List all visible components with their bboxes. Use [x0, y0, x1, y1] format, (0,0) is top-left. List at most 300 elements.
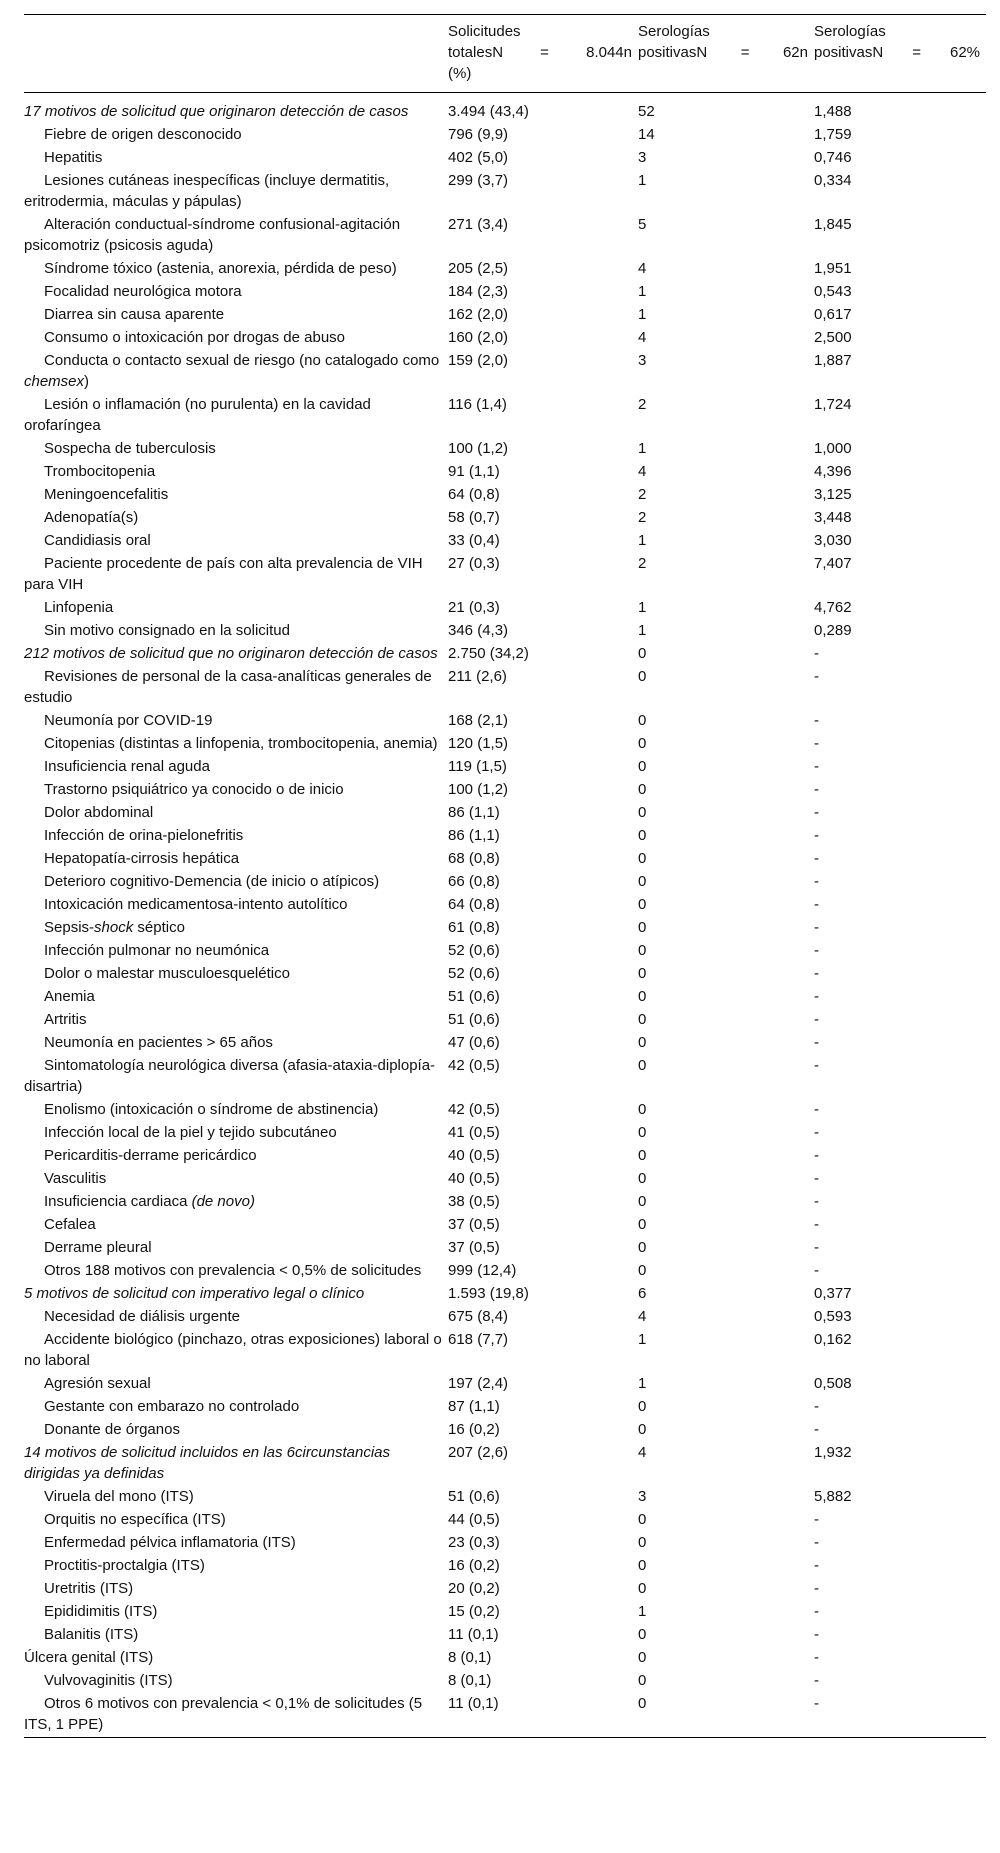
row-label-text: Candidiasis oral	[44, 532, 151, 549]
row-label	[24, 1306, 448, 1329]
positive-count-cell: 1	[638, 306, 647, 323]
positive-percent-cell: 1,759	[814, 126, 852, 143]
table-row	[24, 1145, 986, 1168]
positive-count-cell: 0	[638, 804, 647, 821]
row-label-text: Epididimitis (ITS)	[44, 1603, 158, 1620]
row-label-text: Focalidad neurológica motora	[44, 283, 242, 300]
row-label-text: Vasculitis	[44, 1170, 107, 1187]
positive-percent-cell: -	[814, 1511, 819, 1528]
row-label-emphasis: chemsex	[24, 373, 85, 390]
row-label	[24, 1532, 448, 1555]
positive-percent-cell: -	[814, 1534, 819, 1551]
row-label-text: Trastorno psiquiátrico ya conocido o de inicio	[44, 781, 344, 798]
header-col2-line3: (%)	[448, 65, 472, 82]
table-row	[24, 147, 986, 170]
positive-count-cell: 5	[638, 216, 647, 233]
row-label	[24, 394, 448, 438]
row-label	[24, 350, 448, 394]
table-row	[24, 124, 986, 147]
total-requests-cell: 51 (0,6)	[448, 1011, 500, 1028]
table-row	[24, 1670, 986, 1693]
row-label	[24, 597, 448, 620]
total-requests-cell: 205 (2,5)	[448, 260, 509, 277]
row-label-text: Úlcera genital (ITS)	[24, 1649, 154, 1666]
table-row	[24, 1532, 986, 1555]
positive-count-cell: 0	[638, 1398, 647, 1415]
row-label	[24, 1260, 448, 1283]
positive-percent-cell: -	[814, 1057, 819, 1074]
total-requests-cell: 86 (1,1)	[448, 804, 500, 821]
positive-percent-cell: -	[814, 781, 819, 798]
positive-count-cell: 0	[638, 1534, 647, 1551]
total-requests-cell: 40 (0,5)	[448, 1170, 500, 1187]
row-label	[24, 986, 448, 1009]
total-requests-cell: 37 (0,5)	[448, 1239, 500, 1256]
row-label	[24, 1647, 448, 1670]
total-requests-cell: 41 (0,5)	[448, 1124, 500, 1141]
positive-percent-cell: -	[814, 1193, 819, 1210]
total-requests-cell: 271 (3,4)	[448, 216, 509, 233]
positive-percent-cell: -	[814, 942, 819, 959]
positive-percent-cell: -	[814, 988, 819, 1005]
row-label	[24, 553, 448, 597]
total-requests-cell: 197 (2,4)	[448, 1375, 509, 1392]
row-label-text: Uretritis (ITS)	[44, 1580, 134, 1597]
positive-percent-cell: 7,407	[814, 555, 852, 572]
row-label-text: Infección de orina-pielonefritis	[44, 827, 244, 844]
positive-count-cell: 4	[638, 1444, 647, 1461]
table-wrapper	[24, 14, 986, 1738]
positive-count-cell: 0	[638, 1580, 647, 1597]
table-row	[24, 1578, 986, 1601]
positive-count-cell: 4	[638, 463, 647, 480]
total-requests-cell: 160 (2,0)	[448, 329, 509, 346]
positive-percent-cell: 5,882	[814, 1488, 852, 1505]
positive-count-cell: 0	[638, 1421, 647, 1438]
table-row	[24, 553, 986, 597]
total-requests-cell: 100 (1,2)	[448, 440, 509, 457]
positive-count-cell: 0	[638, 735, 647, 752]
positive-count-cell: 3	[638, 352, 647, 369]
table-header	[24, 15, 986, 93]
positive-percent-cell: 1,932	[814, 1444, 852, 1461]
row-label	[24, 147, 448, 170]
row-label	[24, 666, 448, 710]
table-row	[24, 1237, 986, 1260]
table-row	[24, 1260, 986, 1283]
positive-percent-cell: -	[814, 1672, 819, 1689]
total-requests-cell: 20 (0,2)	[448, 1580, 500, 1597]
table-group-row	[24, 1283, 986, 1306]
positive-percent-cell: 3,125	[814, 486, 852, 503]
row-label-text: Dolor o malestar musculoesquelético	[44, 965, 290, 982]
row-label-text: Agresión sexual	[44, 1375, 151, 1392]
total-requests-cell: 52 (0,6)	[448, 942, 500, 959]
table-row	[24, 597, 986, 620]
table-row	[24, 1099, 986, 1122]
table-row	[24, 304, 986, 327]
row-label-text: 17 motivos de solicitud que originaron detección de casos	[24, 103, 409, 120]
header-col2-line2: totalesN = 8.044n	[448, 44, 632, 61]
row-label-emphasis: shock	[94, 919, 134, 936]
positive-count-cell: 52	[638, 103, 655, 120]
table-row	[24, 733, 986, 756]
row-label	[24, 214, 448, 258]
total-requests-cell: 58 (0,7)	[448, 509, 500, 526]
table-row	[24, 1055, 986, 1099]
row-label	[24, 917, 448, 940]
table-row	[24, 1306, 986, 1329]
table-row	[24, 986, 986, 1009]
row-label	[24, 1509, 448, 1532]
row-label	[24, 779, 448, 802]
total-requests-cell: 2.750 (34,2)	[448, 645, 529, 662]
total-requests-cell: 120 (1,5)	[448, 735, 509, 752]
positive-percent-cell: -	[814, 919, 819, 936]
row-label-text: Meningoencefalitis	[44, 486, 169, 503]
row-label-text: Derrame pleural	[44, 1239, 152, 1256]
table-row	[24, 461, 986, 484]
row-label-text: Cefalea	[44, 1216, 96, 1233]
positive-count-cell: 0	[638, 850, 647, 867]
table-row	[24, 756, 986, 779]
total-requests-cell: 15 (0,2)	[448, 1603, 500, 1620]
positive-percent-cell: -	[814, 668, 819, 685]
total-requests-cell: 3.494 (43,4)	[448, 103, 529, 120]
row-label-text: Hepatitis	[44, 149, 103, 166]
row-label	[24, 963, 448, 986]
positive-percent-cell: 0,162	[814, 1331, 852, 1348]
header-row	[24, 15, 986, 93]
header-col2-line1: Solicitudes	[448, 23, 521, 40]
row-label	[24, 1237, 448, 1260]
total-requests-cell: 47 (0,6)	[448, 1034, 500, 1051]
positive-count-cell: 0	[638, 712, 647, 729]
total-requests-cell: 675 (8,4)	[448, 1308, 509, 1325]
positive-count-cell: 0	[638, 1511, 647, 1528]
table-row	[24, 710, 986, 733]
row-label	[24, 802, 448, 825]
row-label-text: Trombocitopenia	[44, 463, 156, 480]
total-requests-cell: 16 (0,2)	[448, 1421, 500, 1438]
table-row	[24, 1032, 986, 1055]
positive-percent-cell: 1,488	[814, 103, 852, 120]
positive-percent-cell: -	[814, 1626, 819, 1643]
total-requests-cell: 51 (0,6)	[448, 1488, 500, 1505]
total-requests-cell: 402 (5,0)	[448, 149, 509, 166]
positive-percent-cell: 1,000	[814, 440, 852, 457]
positive-count-cell: 2	[638, 555, 647, 572]
row-label	[24, 281, 448, 304]
total-requests-cell: 11 (0,1)	[448, 1695, 499, 1712]
header-col3-line1: Serologías	[638, 23, 710, 40]
row-label	[24, 1486, 448, 1509]
total-requests-cell: 33 (0,4)	[448, 532, 500, 549]
row-label	[24, 1601, 448, 1624]
positive-percent-cell: 4,762	[814, 599, 852, 616]
positive-count-cell: 0	[638, 1695, 647, 1712]
table-body	[24, 93, 986, 1738]
row-label	[24, 1145, 448, 1168]
row-label-suffix: )	[84, 373, 90, 390]
total-requests-cell: 23 (0,3)	[448, 1534, 500, 1551]
row-label-text: Hepatopatía-cirrosis hepática	[44, 850, 240, 867]
positive-percent-cell: -	[814, 1557, 819, 1574]
row-label-text: Linfopenia	[44, 599, 114, 616]
row-label-text: Conducta o contacto sexual de riesgo (no catalogado como	[44, 352, 440, 369]
positive-percent-cell: -	[814, 712, 819, 729]
total-requests-cell: 346 (4,3)	[448, 622, 509, 639]
positive-percent-cell: -	[814, 1421, 819, 1438]
positive-percent-cell: 0,617	[814, 306, 852, 323]
table-row	[24, 1555, 986, 1578]
positive-count-cell: 0	[638, 1649, 647, 1666]
row-label	[24, 1693, 448, 1738]
positive-count-cell: 0	[638, 988, 647, 1005]
row-label-text: Enfermedad pélvica inflamatoria (ITS)	[44, 1534, 296, 1551]
positive-count-cell: 0	[638, 1011, 647, 1028]
positive-count-cell: 6	[638, 1285, 647, 1302]
positive-count-cell: 3	[638, 1488, 647, 1505]
row-label-text: Fiebre de origen desconocido	[44, 126, 242, 143]
row-label-text: Enolismo (intoxicación o síndrome de abstinencia)	[44, 1101, 379, 1118]
row-label	[24, 825, 448, 848]
row-label-text: Balanitis (ITS)	[44, 1626, 139, 1643]
total-requests-cell: 64 (0,8)	[448, 896, 500, 913]
table-row	[24, 917, 986, 940]
positive-percent-cell: -	[814, 1011, 819, 1028]
row-label	[24, 1442, 448, 1486]
row-label-text: 5 motivos de solicitud con imperativo legal o clínico	[24, 1285, 365, 1302]
total-requests-cell: 37 (0,5)	[448, 1216, 500, 1233]
positive-count-cell: 0	[638, 1147, 647, 1164]
total-requests-cell: 159 (2,0)	[448, 352, 509, 369]
positive-percent-cell: -	[814, 896, 819, 913]
data-table	[24, 14, 986, 1738]
row-label-suffix: séptico	[133, 919, 185, 936]
row-label	[24, 1419, 448, 1442]
header-col4-line1: Serologías	[814, 23, 886, 40]
table-row	[24, 394, 986, 438]
row-label	[24, 258, 448, 281]
row-label	[24, 1122, 448, 1145]
positive-count-cell: 2	[638, 486, 647, 503]
positive-percent-cell: 1,845	[814, 216, 852, 233]
positive-percent-cell: -	[814, 827, 819, 844]
row-label	[24, 461, 448, 484]
positive-percent-cell: -	[814, 1398, 819, 1415]
positive-count-cell: 1	[638, 1603, 647, 1620]
positive-percent-cell: -	[814, 735, 819, 752]
table-row	[24, 871, 986, 894]
positive-count-cell: 4	[638, 1308, 647, 1325]
table-row	[24, 1624, 986, 1647]
total-requests-cell: 8 (0,1)	[448, 1672, 492, 1689]
row-label-text: Gestante con embarazo no controlado	[44, 1398, 300, 1415]
positive-percent-cell: 3,030	[814, 532, 852, 549]
table-group-row	[24, 643, 986, 666]
positive-percent-cell: -	[814, 1580, 819, 1597]
table-group-row	[24, 93, 986, 125]
positive-count-cell: 0	[638, 1216, 647, 1233]
positive-count-cell: 0	[638, 965, 647, 982]
row-label	[24, 871, 448, 894]
positive-count-cell: 0	[638, 919, 647, 936]
positive-percent-cell: 2,500	[814, 329, 852, 346]
row-label-text: Neumonía por COVID-19	[44, 712, 213, 729]
header-col4-line2: positivasN = 62%	[814, 44, 980, 61]
table-row	[24, 1419, 986, 1442]
row-label	[24, 643, 448, 666]
positive-count-cell: 14	[638, 126, 655, 143]
total-requests-cell: 42 (0,5)	[448, 1057, 500, 1074]
header-col3-line2: positivasN = 62n	[638, 44, 808, 61]
positive-count-cell: 1	[638, 1375, 647, 1392]
row-label-text: Síndrome tóxico (astenia, anorexia, pérdida de peso)	[44, 260, 397, 277]
row-label	[24, 124, 448, 147]
positive-count-cell: 0	[638, 668, 647, 685]
positive-percent-cell: -	[814, 1695, 819, 1712]
positive-percent-cell: -	[814, 1603, 819, 1620]
row-label-text: Insuficiencia cardiaca	[44, 1193, 192, 1210]
positive-count-cell: 1	[638, 532, 647, 549]
positive-count-cell: 4	[638, 260, 647, 277]
row-label	[24, 710, 448, 733]
row-label-text: Sin motivo consignado en la solicitud	[44, 622, 290, 639]
table-row	[24, 963, 986, 986]
positive-count-cell: 0	[638, 1262, 647, 1279]
positive-count-cell: 0	[638, 1557, 647, 1574]
row-label	[24, 1578, 448, 1601]
positive-count-cell: 1	[638, 599, 647, 616]
positive-count-cell: 0	[638, 1057, 647, 1074]
header-col-total-requests	[448, 15, 638, 93]
row-label-text: Sintomatología neurológica diversa (afasia-ataxia-diplopía-disartria)	[24, 1057, 436, 1095]
row-label	[24, 170, 448, 214]
total-requests-cell: 618 (7,7)	[448, 1331, 509, 1348]
positive-count-cell: 0	[638, 1034, 647, 1051]
positive-percent-cell: 0,508	[814, 1375, 852, 1392]
table-row	[24, 848, 986, 871]
header-col-label	[24, 15, 448, 93]
total-requests-cell: 86 (1,1)	[448, 827, 500, 844]
row-label	[24, 530, 448, 553]
table-row	[24, 1373, 986, 1396]
positive-count-cell: 0	[638, 781, 647, 798]
total-requests-cell: 40 (0,5)	[448, 1147, 500, 1164]
table-row	[24, 327, 986, 350]
positive-percent-cell: 1,887	[814, 352, 852, 369]
total-requests-cell: 51 (0,6)	[448, 988, 500, 1005]
row-label-text: Infección pulmonar no neumónica	[44, 942, 270, 959]
positive-count-cell: 0	[638, 1626, 647, 1643]
total-requests-cell: 162 (2,0)	[448, 306, 509, 323]
table-row	[24, 940, 986, 963]
positive-percent-cell: -	[814, 1216, 819, 1233]
row-label-text: Insuficiencia renal aguda	[44, 758, 210, 775]
total-requests-cell: 64 (0,8)	[448, 486, 500, 503]
positive-count-cell: 1	[638, 1331, 647, 1348]
total-requests-cell: 38 (0,5)	[448, 1193, 500, 1210]
total-requests-cell: 207 (2,6)	[448, 1444, 509, 1461]
row-label	[24, 484, 448, 507]
positive-percent-cell: 1,724	[814, 396, 852, 413]
total-requests-cell: 87 (1,1)	[448, 1398, 500, 1415]
total-requests-cell: 119 (1,5)	[448, 758, 507, 775]
table-row	[24, 258, 986, 281]
row-label-text: Alteración conductual-síndrome confusional-agitación psicomotriz (psicosis aguda)	[24, 216, 401, 254]
total-requests-cell: 299 (3,7)	[448, 172, 509, 189]
total-requests-cell: 796 (9,9)	[448, 126, 509, 143]
table-row	[24, 1009, 986, 1032]
positive-count-cell: 1	[638, 440, 647, 457]
row-label	[24, 1191, 448, 1214]
row-label	[24, 756, 448, 779]
table-row	[24, 1329, 986, 1373]
total-requests-cell: 116 (1,4)	[448, 396, 507, 413]
row-label-text: Revisiones de personal de la casa-analíticas generales de estudio	[24, 668, 432, 706]
total-requests-cell: 184 (2,3)	[448, 283, 509, 300]
row-label	[24, 1099, 448, 1122]
table-row	[24, 1509, 986, 1532]
positive-percent-cell: -	[814, 1124, 819, 1141]
row-label	[24, 620, 448, 643]
total-requests-cell: 52 (0,6)	[448, 965, 500, 982]
positive-percent-cell: 0,334	[814, 172, 852, 189]
table-row	[24, 825, 986, 848]
positive-percent-cell: 0,543	[814, 283, 852, 300]
row-label-text: Diarrea sin causa aparente	[44, 306, 225, 323]
positive-percent-cell: -	[814, 965, 819, 982]
total-requests-cell: 8 (0,1)	[448, 1649, 492, 1666]
positive-count-cell: 1	[638, 172, 647, 189]
table-row	[24, 1168, 986, 1191]
row-label-text: Donante de órganos	[44, 1421, 180, 1438]
total-requests-cell: 68 (0,8)	[448, 850, 500, 867]
positive-percent-cell: 4,396	[814, 463, 852, 480]
table-row	[24, 1396, 986, 1419]
positive-count-cell: 2	[638, 509, 647, 526]
total-requests-cell: 42 (0,5)	[448, 1101, 500, 1118]
row-label-text: Pericarditis-derrame pericárdico	[44, 1147, 257, 1164]
positive-percent-cell: -	[814, 1170, 819, 1187]
row-label-text: Otros 188 motivos con prevalencia < 0,5% de solicitudes	[44, 1262, 422, 1279]
row-label	[24, 1009, 448, 1032]
total-requests-cell: 44 (0,5)	[448, 1511, 500, 1528]
header-col-positive-n	[638, 15, 814, 93]
positive-count-cell: 1	[638, 283, 647, 300]
row-label-text: Adenopatía(s)	[44, 509, 139, 526]
row-label-text: Lesión o inflamación (no purulenta) en la cavidad orofaríngea	[24, 396, 371, 434]
row-label	[24, 1624, 448, 1647]
total-requests-cell: 61 (0,8)	[448, 919, 500, 936]
positive-count-cell: 0	[638, 827, 647, 844]
positive-count-cell: 0	[638, 1672, 647, 1689]
positive-percent-cell: -	[814, 1034, 819, 1051]
positive-percent-cell: 0,377	[814, 1285, 852, 1302]
table-row	[24, 779, 986, 802]
positive-percent-cell: -	[814, 758, 819, 775]
row-label-text: Necesidad de diálisis urgente	[44, 1308, 240, 1325]
table-row	[24, 620, 986, 643]
header-col-positive-pct	[814, 15, 986, 93]
positive-count-cell: 0	[638, 1170, 647, 1187]
positive-percent-cell: -	[814, 1262, 819, 1279]
row-label	[24, 1055, 448, 1099]
row-label	[24, 1329, 448, 1373]
positive-count-cell: 4	[638, 329, 647, 346]
row-label	[24, 1283, 448, 1306]
